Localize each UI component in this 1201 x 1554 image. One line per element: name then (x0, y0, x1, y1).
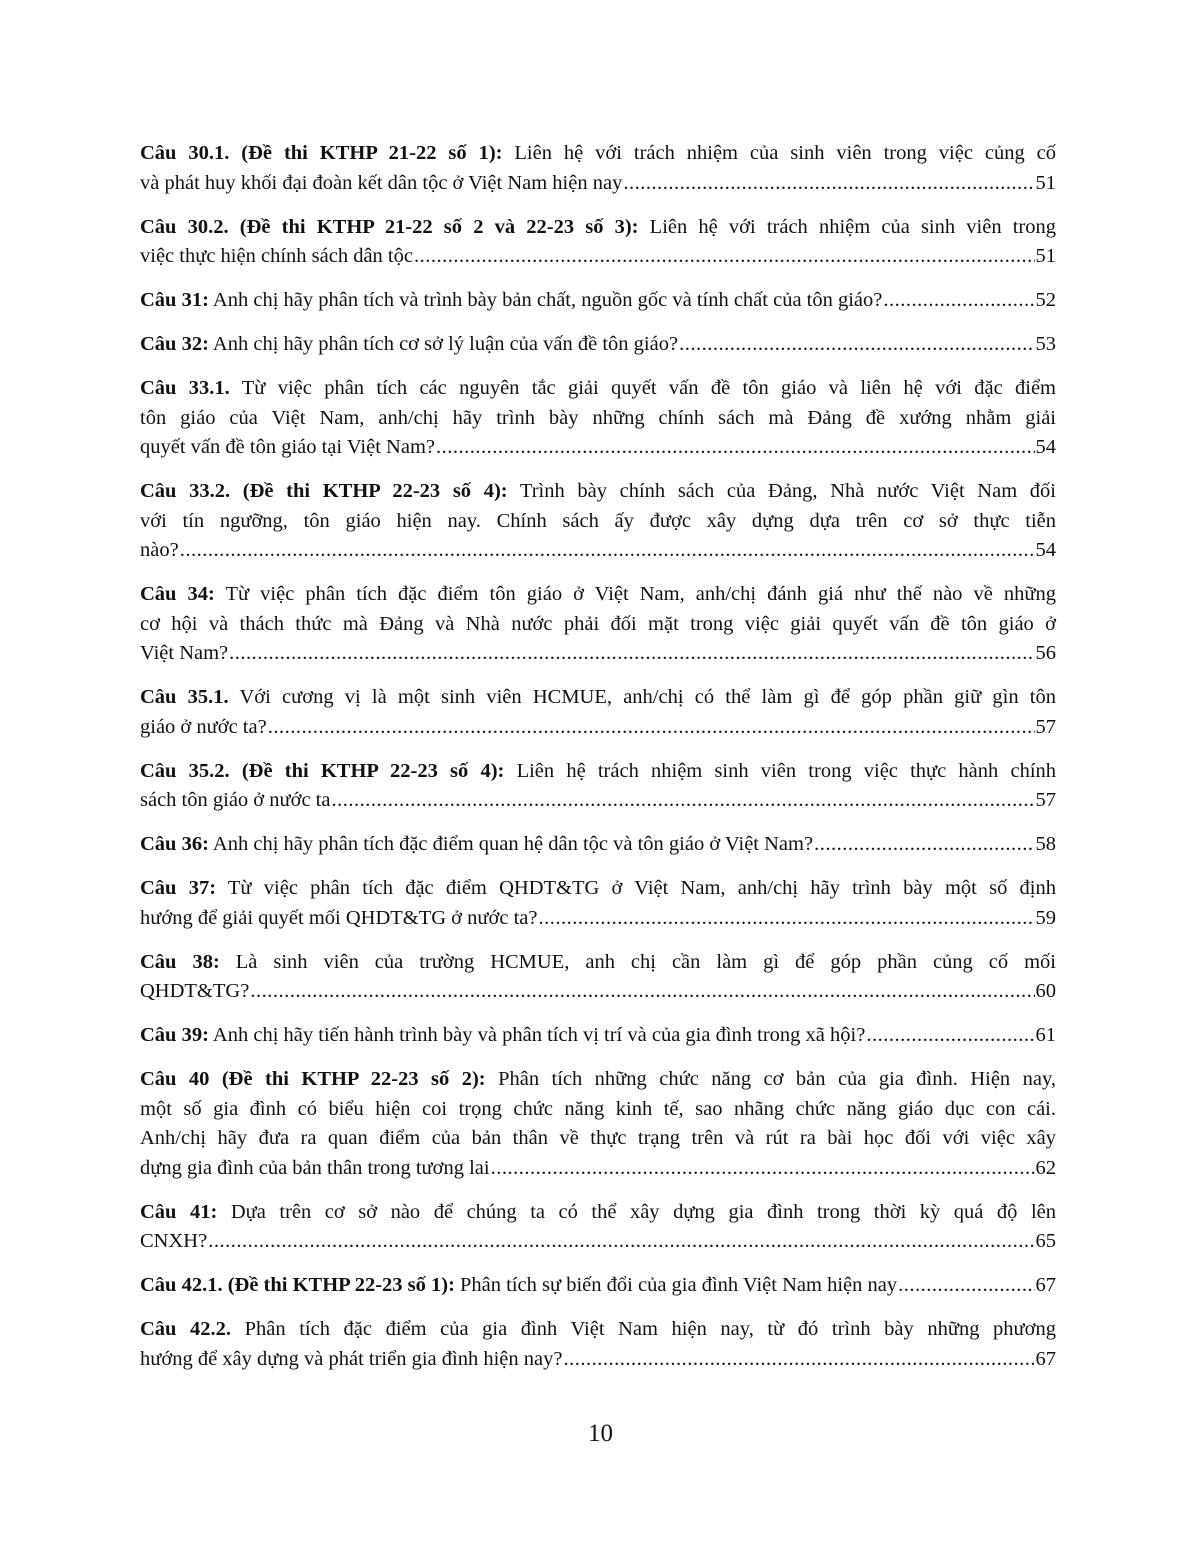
toc-entry-text-wrap (140, 1021, 865, 1051)
toc-entry-text: Từ việc phân tích các nguyên tắc giải quyết vấn đề tôn giáo và liên hệ với đặc điểm (241, 377, 1056, 399)
toc-entry-body (140, 1198, 1056, 1228)
toc-entry-body (140, 757, 1056, 787)
toc-entry-text-wrap (140, 286, 882, 316)
toc-entry-lastline (140, 536, 1056, 566)
toc-entry-text: quyết vấn đề tôn giáo tại Việt Nam? (140, 436, 435, 458)
toc-entry-text: sách tôn giáo ở nước ta (140, 789, 331, 811)
toc-entry-text: tôn giáo của Việt Nam, anh/chị hãy trình bày những chính sách mà Đảng đề xướng nhằm giải (140, 406, 1056, 429)
toc-entry-text: Anh chị hãy phân tích đặc điểm quan hệ dân tộc và tôn giáo ở Việt Nam? (212, 833, 814, 855)
toc-entry-text: Dựa trên cơ sở nào để chúng ta có thể xây dựng gia đình trong thời kỳ quá độ lên (230, 1200, 1056, 1223)
toc-entry-lastline (140, 330, 1056, 360)
toc-entry-page: 67 (1035, 1347, 1056, 1370)
toc-entry-page: 51 (1035, 171, 1056, 194)
toc-entry-label: Câu 36: (140, 833, 209, 855)
toc-entry-text: Anh chị hãy phân tích cơ sở lý luận của vấn đề tôn giáo? (212, 333, 679, 355)
toc-entry-text: CNXH? (140, 1230, 208, 1252)
toc-entry[interactable] (140, 374, 1056, 463)
leader-dots (436, 433, 1035, 463)
toc-entry-body (140, 948, 1056, 978)
toc-entry-label: Câu 42.2. (140, 1318, 232, 1340)
toc-entry-body (140, 139, 1056, 169)
toc-entry-text: việc thực hiện chính sách dân tộc (140, 245, 413, 267)
toc-entry[interactable] (140, 1315, 1056, 1374)
toc-entry-page: 56 (1035, 642, 1056, 664)
toc-entry-text: Từ việc phân tích đặc điểm QHDT&TG ở Việt Nam, anh/chị hãy trình bày một số định (227, 877, 1056, 899)
toc-entry-lastline (140, 786, 1056, 816)
toc-entry-text: dựng gia đình của bản thân trong tương lai (140, 1156, 490, 1179)
toc-entry-text: và phát huy khối đại đoàn kết dân tộc ở Việt Nam hiện nay (140, 171, 623, 194)
leader-dots (538, 904, 1034, 934)
toc-entry-text: Trình bày chính sách của Đảng, Nhà nước Việt Nam đối (519, 480, 1057, 502)
toc-entry-label: Câu 40 (Đề thi KTHP 22-23 số 2): (140, 1068, 486, 1090)
toc-entry-lastline (140, 713, 1056, 743)
toc-entry-text: Từ việc phân tích đặc điểm tôn giáo ở Việt Nam, anh/chị đánh giá như thế nào về những (225, 583, 1056, 605)
leader-dots (883, 286, 1034, 316)
leader-dots (898, 1271, 1034, 1301)
toc-entry-body (140, 1065, 1056, 1154)
toc-entry[interactable] (140, 757, 1056, 816)
toc-entry-page: 67 (1035, 1274, 1056, 1296)
toc-entry-lastline (140, 1345, 1056, 1375)
leader-dots (180, 536, 1035, 566)
leader-dots (814, 830, 1034, 860)
toc-entry-text: Liên hệ trách nhiệm sinh viên trong việc thực hành chính (516, 759, 1057, 782)
leader-dots (414, 242, 1035, 272)
toc-entry[interactable] (140, 213, 1056, 272)
toc-entry-page: 57 (1035, 715, 1056, 738)
toc-entry-label: Câu 38: (140, 950, 220, 973)
toc-entry-body (140, 580, 1056, 639)
toc-entry-text: Anh chị hãy phân tích và trình bày bản chất, nguồn gốc và tính chất của tôn giáo? (212, 289, 883, 311)
toc-entry-lastline (140, 286, 1056, 316)
toc-entry-body (140, 213, 1056, 243)
toc-entry-body (140, 374, 1056, 433)
leader-dots (268, 713, 1035, 743)
toc-entry[interactable] (140, 874, 1056, 933)
toc-entry-text: giáo ở nước ta? (140, 715, 267, 738)
toc-entry-lastline (140, 904, 1056, 934)
toc-entry-label: Câu 34: (140, 583, 215, 605)
leader-dots (623, 169, 1034, 199)
toc-entry[interactable] (140, 139, 1056, 198)
toc-entry-body (140, 874, 1056, 904)
leader-dots (331, 786, 1034, 816)
toc-entry-lastline (140, 977, 1056, 1007)
toc-entry-lastline (140, 1154, 1056, 1184)
leader-dots (208, 1227, 1034, 1257)
toc-entry-text-wrap (140, 330, 678, 360)
toc-entry-label: Câu 35.2. (Đề thi KTHP 22-23 số 4): (140, 759, 505, 782)
toc-entry-body (140, 683, 1056, 713)
toc-entry-text-wrap (140, 830, 813, 860)
toc-entry-text: hướng để xây dựng và phát triển gia đình hiện nay? (140, 1347, 563, 1370)
toc-entry-text: Việt Nam? (140, 642, 229, 664)
toc-entry-page: 62 (1035, 1156, 1056, 1179)
toc-entry[interactable] (140, 1065, 1056, 1183)
toc-entry-lastline (140, 639, 1056, 669)
toc-entry-label: Câu 33.2. (Đề thi KTHP 22-23 số 4): (140, 480, 508, 502)
toc-entry-lastline (140, 1271, 1056, 1301)
leader-dots (679, 330, 1034, 360)
toc-entry-label: Câu 37: (140, 877, 217, 899)
toc-entry-label: Câu 41: (140, 1200, 218, 1223)
toc-entry-text: Là sinh viên của trường HCMUE, anh chị cần làm gì để góp phần củng cố mối (235, 950, 1056, 973)
toc-entry[interactable] (140, 286, 1056, 316)
toc-entry-page: 59 (1035, 906, 1056, 929)
page-number: 10 (588, 1420, 613, 1447)
toc-entry[interactable] (140, 580, 1056, 669)
toc-entry-text: một số gia đình có biểu hiện coi trọng chức năng kinh tế, sao nhãng chức năng giáo dục con cái. (140, 1097, 1056, 1120)
toc-entry-text: với tín ngưỡng, tôn giáo hiện nay. Chính sách ấy được xây dựng dựa trên cơ sở thực tiễn (140, 509, 1056, 532)
toc-entry-lastline (140, 169, 1056, 199)
toc-entry-page: 57 (1035, 789, 1056, 811)
toc-entry-label: Câu 32: (140, 333, 209, 355)
toc-entry-text: nào? (140, 539, 179, 561)
toc-entry-page: 61 (1035, 1024, 1056, 1046)
toc-entry-page: 58 (1035, 833, 1056, 855)
toc-entry-label: Câu 33.1. (140, 377, 230, 399)
toc-entry[interactable] (140, 1021, 1056, 1051)
toc-entry-lastline (140, 433, 1056, 463)
toc-entry-text: Phân tích những chức năng cơ bản của gia đình. Hiện nay, (498, 1068, 1057, 1090)
toc-entry-text-wrap (140, 1271, 897, 1301)
toc-entry-page: 51 (1035, 245, 1056, 267)
leader-dots (250, 977, 1034, 1007)
toc-entry-text: Phân tích sự biến đổi của gia đình Việt Nam hiện nay (460, 1274, 898, 1296)
toc-entry-page: 52 (1035, 289, 1056, 311)
toc-entry[interactable] (140, 830, 1056, 860)
toc-entry-lastline (140, 1227, 1056, 1257)
leader-dots (229, 639, 1034, 669)
toc-entry-body (140, 477, 1056, 536)
toc-entry-label: Câu 30.1. (Đề thi KTHP 21-22 số 1): (140, 142, 503, 164)
toc-entry-text: Anh chị hãy tiến hành trình bày và phân tích vị trí và của gia đình trong xã hội? (212, 1024, 866, 1046)
toc-entry-label: Câu 42.1. (Đề thi KTHP 22-23 số 1): (140, 1274, 455, 1296)
toc-entry[interactable] (140, 1271, 1056, 1301)
toc-entry-page: 54 (1035, 539, 1056, 561)
toc-entry[interactable] (140, 1198, 1056, 1257)
leader-dots (866, 1021, 1034, 1051)
toc-entry-lastline (140, 830, 1056, 860)
toc-entry-page: 65 (1035, 1230, 1056, 1252)
toc-entry-text: Với cương vị là một sinh viên HCMUE, anh/chị có thể làm gì để góp phần giữ gìn tôn (239, 686, 1056, 708)
toc-entry-page: 60 (1035, 980, 1056, 1002)
toc-entry-text: hướng để giải quyết mối QHDT&TG ở nước ta? (140, 906, 538, 929)
toc-entry[interactable] (140, 948, 1056, 1007)
toc-entry-text: Anh/chị hãy đưa ra quan điểm của bản thân về thực trạng trên và rút ra bài học đối với việc xây (140, 1127, 1056, 1149)
leader-dots (491, 1154, 1035, 1184)
toc-entry-text: Phân tích đặc điểm của gia đình Việt Nam hiện nay, từ đó trình bày những phương (244, 1318, 1057, 1340)
toc-entry-text: Liên hệ với trách nhiệm của sinh viên trong việc củng cố (514, 142, 1056, 164)
toc-entry[interactable] (140, 683, 1056, 742)
toc-entry-page: 53 (1035, 333, 1056, 355)
toc-entry-label: Câu 30.2. (Đề thi KTHP 21-22 số 2 và 22-23 số 3): (140, 215, 639, 238)
toc-entry-label: Câu 39: (140, 1024, 209, 1046)
toc-entry[interactable] (140, 477, 1056, 566)
toc-entry[interactable] (140, 330, 1056, 360)
toc-entry-label: Câu 35.1. (140, 686, 229, 708)
leader-dots (563, 1345, 1034, 1375)
toc-entry-text: Liên hệ với trách nhiệm của sinh viên trong (649, 215, 1056, 238)
toc-entry-text: QHDT&TG? (140, 980, 250, 1002)
toc-entry-lastline (140, 242, 1056, 272)
toc-entry-page: 54 (1035, 436, 1056, 458)
toc-entry-text: cơ hội và thách thức mà Đảng và Nhà nước phải đối mặt trong việc giải quyết vấn đề tôn giáo ở (140, 612, 1056, 635)
toc-entry-body (140, 1315, 1056, 1345)
toc-entry-label: Câu 31: (140, 289, 209, 311)
table-of-contents (140, 139, 1056, 1389)
toc-entry-lastline (140, 1021, 1056, 1051)
